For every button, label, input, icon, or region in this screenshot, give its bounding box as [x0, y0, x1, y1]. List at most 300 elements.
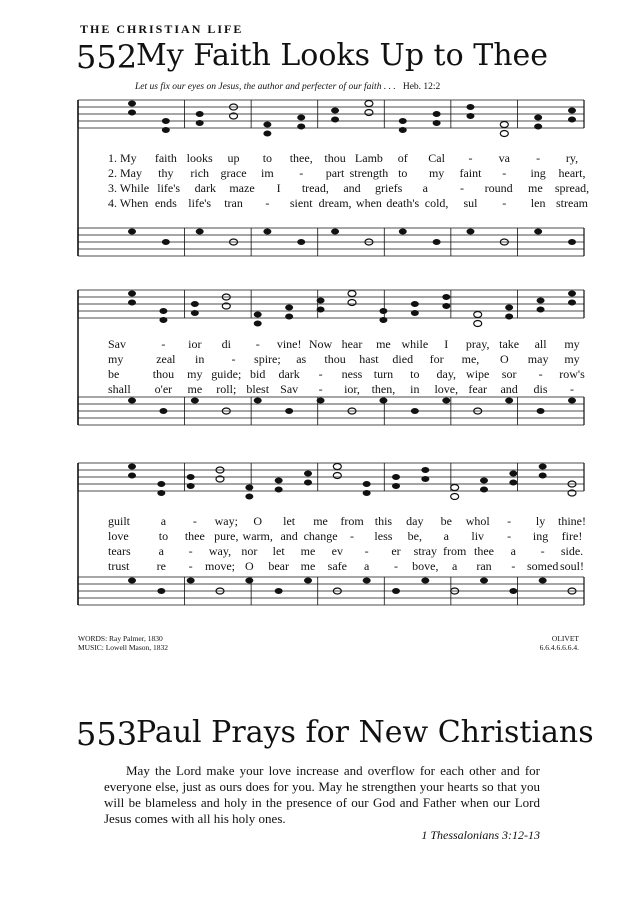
note-head [363, 481, 371, 487]
lyric-syllable: thou [324, 352, 346, 366]
note-head [263, 131, 271, 137]
verse-line [0, 514, 640, 530]
note-head [451, 494, 459, 500]
lyric-syllable: thee, [289, 151, 313, 165]
music-credit: MUSIC: Lowell Mason, 1832 [78, 643, 168, 652]
lyric-syllable: I [276, 181, 281, 195]
note-head [509, 471, 517, 477]
note-head [466, 104, 474, 110]
note-head [162, 127, 170, 133]
lyric-syllable: and [343, 181, 361, 195]
note-head [534, 229, 542, 235]
note-head [128, 473, 136, 479]
lyric-syllable: thee [184, 529, 205, 543]
note-head [187, 474, 195, 480]
tune-meter: 6.6.4.6.6.6.4. [539, 643, 579, 652]
lyric-syllable: - [255, 337, 260, 351]
lyric-syllable: stray [413, 544, 437, 558]
hymn-number: 552 [76, 38, 138, 76]
verse-line [0, 337, 640, 353]
lyric-syllable: wipe [466, 367, 490, 381]
lyric-syllable: zeal [156, 352, 176, 366]
lyric-syllable: less [374, 529, 393, 543]
lyric-syllable: fire! [561, 529, 583, 543]
lyric-syllable: 4. When [108, 196, 149, 210]
lyric-syllable: bove, [412, 559, 439, 573]
note-head [128, 578, 136, 584]
lyric-syllable: - [350, 529, 354, 543]
note-head [365, 101, 373, 107]
lyric-syllable: to [262, 151, 273, 165]
lyric-syllable: dis [533, 382, 548, 396]
note-head [480, 487, 488, 493]
lyric-syllable: - [460, 181, 464, 195]
lyric-syllable: turn [373, 367, 394, 381]
lyric-syllable: o'er [154, 382, 173, 396]
lyric-syllable: me, [461, 352, 480, 366]
lyric-syllable: my [108, 352, 124, 366]
note-head [392, 483, 400, 489]
lyric-syllable: - [511, 559, 516, 573]
lyric-syllable: er [391, 544, 401, 558]
note-head [509, 480, 517, 486]
note-head [505, 305, 513, 311]
lyric-syllable: up [227, 151, 240, 165]
note-head [442, 294, 450, 300]
tune-info [540, 634, 579, 652]
lyric-syllable: pure, [214, 529, 239, 543]
lyric-syllable: di [221, 337, 231, 351]
verse-line [0, 181, 640, 197]
note-head [297, 124, 305, 130]
lyric-syllable: ry, [565, 151, 579, 165]
lyric-syllable: heart, [558, 166, 586, 180]
lyric-syllable: from [340, 514, 364, 528]
note-head [275, 588, 283, 594]
lyric-syllable: a [363, 559, 370, 573]
lyric-syllable: while [401, 337, 429, 351]
note-head [568, 398, 576, 404]
lyric-syllable: dark [278, 367, 300, 381]
lyric-syllable: ior, [344, 382, 360, 396]
verse-line [0, 529, 640, 545]
lyric-syllable: bear [268, 559, 289, 573]
lyric-syllable: ran [476, 559, 492, 573]
lyric-syllable: trust [108, 559, 130, 573]
lyric-syllable: for [429, 352, 444, 366]
verse-line [0, 151, 640, 167]
note-head [187, 483, 195, 489]
lyric-syllable: way; [214, 514, 238, 528]
note-head [442, 398, 450, 404]
epigraph-text: Let us fix our eyes on Jesus, the author and perfecter of our faith . . . [135, 82, 396, 92]
lyric-syllable: - [538, 367, 543, 381]
lyric-syllable: blest [246, 382, 270, 396]
note-head [433, 120, 441, 126]
lyric-syllable: shall [108, 382, 131, 396]
lyric-syllable: of [397, 151, 408, 165]
note-head [474, 321, 482, 327]
lyric-syllable: warm, [242, 529, 273, 543]
note-head [157, 588, 165, 594]
lyric-syllable: nor [241, 544, 258, 558]
lyric-syllable: - [507, 529, 512, 543]
lyric-syllable: day [406, 514, 424, 528]
lyric-syllable: Now [308, 337, 333, 351]
lyric-syllable: Lamb [354, 151, 383, 165]
lyric-syllable: as [296, 352, 307, 366]
lyric-syllable: re [156, 559, 166, 573]
lyric-syllable: let [283, 514, 296, 528]
lyric-syllable: tears [108, 544, 131, 558]
note-head [348, 300, 356, 306]
note-head [285, 408, 293, 414]
note-head [392, 588, 400, 594]
epigraph-reference: Heb. 12:2 [402, 82, 441, 92]
note-head [568, 300, 576, 306]
note-head [433, 111, 441, 117]
lyric-syllable: spire; [254, 352, 281, 366]
note-head [254, 321, 262, 327]
lyric-syllable: a [160, 514, 167, 528]
note-head [534, 115, 542, 121]
verse-line [0, 367, 640, 383]
note-head [317, 398, 325, 404]
note-head [537, 298, 545, 304]
note-head [297, 239, 305, 245]
note-head [162, 239, 170, 245]
note-head [379, 308, 387, 314]
lyric-syllable: 3. While [108, 181, 150, 195]
lyric-syllable: faith [154, 151, 177, 165]
note-head [245, 485, 253, 491]
lyric-syllable: sient [289, 196, 313, 210]
hymn-credits [78, 634, 168, 652]
lyric-syllable: ness [341, 367, 363, 381]
reading-paragraph: May the Lord make your love increase and overflow for each other and for everyone else, just as ours does for you. May he strengthen your hearts so that you will be blameless and holy in the presence of our God and Father when our Lord Jesus comes with all his holy ones. [104, 763, 540, 826]
lyric-syllable: my [187, 367, 203, 381]
lyric-syllable: change [303, 529, 338, 543]
lyric-syllable: dream, [318, 196, 352, 210]
lyric-syllable: hear [341, 337, 363, 351]
note-head [399, 127, 407, 133]
note-head [191, 398, 199, 404]
note-head [333, 464, 341, 470]
lyric-syllable: guilt [108, 514, 131, 528]
lyric-syllable: died [392, 352, 414, 366]
verse-line [0, 196, 640, 212]
lyric-syllable: round [484, 181, 513, 195]
note-head [568, 108, 576, 114]
note-head [196, 111, 204, 117]
note-head [568, 117, 576, 123]
note-head [421, 476, 429, 482]
lyric-syllable: me [313, 514, 328, 528]
note-head [128, 229, 136, 235]
lyric-syllable: in [195, 352, 205, 366]
lyric-syllable: all [534, 337, 547, 351]
lyric-syllable: thy [158, 166, 174, 180]
note-head [539, 578, 547, 584]
lyric-syllable: a [510, 544, 516, 558]
lyric-syllable: day, [436, 367, 457, 381]
lyric-syllable: dark [194, 181, 216, 195]
lyric-syllable: may [527, 352, 549, 366]
lyric-syllable: maze [229, 181, 255, 195]
lyric-syllable: len [530, 196, 546, 210]
note-head [317, 298, 325, 304]
lyric-syllable: - [231, 352, 236, 366]
lyric-syllable: let [272, 544, 285, 558]
note-head [474, 312, 482, 318]
note-head [505, 314, 513, 320]
tune-name: OLIVET [551, 634, 579, 643]
note-head [442, 303, 450, 309]
lyric-syllable: me [376, 337, 391, 351]
note-head [411, 310, 419, 316]
note-head [363, 490, 371, 496]
lyric-syllable: Cal [428, 151, 445, 165]
note-head [392, 474, 400, 480]
hymn-title: My Faith Looks Up to Thee [136, 38, 549, 73]
note-head [254, 398, 262, 404]
lyric-syllable: thee [474, 544, 494, 558]
lyric-syllable: side. [560, 544, 584, 558]
lyric-syllable: - [364, 544, 369, 558]
lyric-syllable: roll; [216, 382, 237, 396]
lyric-syllable: - [502, 166, 507, 180]
verse-line [0, 352, 640, 368]
note-head [421, 467, 429, 473]
lyric-syllable: tran [224, 196, 243, 210]
note-head [245, 578, 253, 584]
lyric-syllable: me [300, 544, 316, 558]
note-head [333, 473, 341, 479]
lyric-syllable: faint [459, 166, 482, 180]
lyric-syllable: be, [407, 529, 423, 543]
lyric-syllable: - [394, 559, 398, 573]
reading-text [104, 763, 540, 827]
lyric-syllable: move; [205, 559, 235, 573]
note-head [466, 113, 474, 119]
lyric-syllable: looks [186, 151, 213, 165]
note-head [196, 120, 204, 126]
lyric-syllable: tread, [301, 181, 329, 195]
lyric-syllable: hast [359, 352, 379, 366]
note-head [128, 398, 136, 404]
note-head [304, 471, 312, 477]
lyric-syllable: to [158, 529, 169, 543]
note-head [128, 101, 136, 107]
lyric-syllable: whol [465, 514, 490, 528]
words-credit: WORDS: Ray Palmer, 1830 [78, 634, 163, 643]
lyric-syllable: - [188, 559, 193, 573]
lyric-syllable: life's [188, 196, 212, 210]
lyric-syllable: va [498, 151, 510, 165]
verse-line [0, 166, 640, 182]
lyric-syllable: O [244, 559, 254, 573]
lyric-syllable: death's [386, 196, 420, 210]
lyric-syllable: sor [501, 367, 517, 381]
note-head [379, 317, 387, 323]
lyric-syllable: my [428, 166, 445, 180]
note-head [480, 578, 488, 584]
note-head [568, 239, 576, 245]
reading-title: Paul Prays for New Christians [136, 715, 594, 750]
note-head [275, 487, 283, 493]
lyric-syllable: thine! [558, 514, 586, 528]
lyric-syllable: rich [190, 166, 210, 180]
note-head [304, 480, 312, 486]
lyric-syllable: stream [556, 196, 588, 210]
lyric-syllable: me [300, 559, 316, 573]
lyric-syllable: - [318, 382, 323, 396]
lyric-syllable: this [374, 514, 393, 528]
note-head [433, 239, 441, 245]
note-head [297, 115, 305, 121]
note-head [500, 131, 508, 137]
lyric-syllable: - [570, 382, 574, 396]
note-head [317, 307, 325, 313]
lyric-syllable: my [564, 352, 580, 366]
lyric-syllable: im [261, 166, 274, 180]
note-head [505, 398, 513, 404]
lyric-syllable: then, [371, 382, 396, 396]
lyric-syllable: - [468, 151, 473, 165]
note-head [263, 229, 271, 235]
lyric-syllable: 2. May [108, 166, 142, 180]
lyric-syllable: love, [434, 382, 459, 396]
lyric-syllable: Sav [280, 382, 299, 396]
lyric-syllable: strength [349, 166, 389, 180]
lyric-syllable: safe [327, 559, 347, 573]
note-head [568, 291, 576, 297]
note-head [285, 305, 293, 311]
lyric-syllable: - [318, 367, 323, 381]
lyric-syllable: O [499, 352, 509, 366]
lyric-syllable: grace [220, 166, 247, 180]
lyric-syllable: be [108, 367, 120, 381]
note-head [128, 291, 136, 297]
lyric-syllable: bid [250, 367, 266, 381]
lyric-syllable: Sav [108, 337, 126, 351]
lyric-syllable: and [280, 529, 298, 543]
lyric-syllable: fear [468, 382, 488, 396]
lyric-syllable: pray, [465, 337, 490, 351]
lyric-syllable: soul! [560, 559, 584, 573]
lyric-syllable: row's [559, 367, 585, 381]
lyric-syllable: ing [532, 529, 549, 543]
reading-citation: 1 Thessalonians 3:12-13 [421, 828, 540, 842]
note-head [162, 118, 170, 124]
lyric-syllable: somed [526, 559, 559, 573]
verse-line [0, 559, 640, 575]
lyric-syllable: I [444, 337, 449, 351]
lyric-syllable: - [192, 514, 197, 528]
lyric-syllable: ly [535, 514, 546, 528]
reading-number: 553 [76, 715, 138, 753]
lyric-syllable: - [507, 514, 512, 528]
lyric-syllable: - [299, 166, 304, 180]
lyric-syllable: life's [157, 181, 181, 195]
lyric-syllable: to [410, 367, 420, 381]
note-head [348, 291, 356, 297]
lyric-syllable: spread, [554, 181, 590, 195]
lyric-syllable: when [355, 196, 382, 210]
note-head [159, 308, 167, 314]
note-head [254, 312, 262, 318]
lyric-syllable: a [451, 559, 458, 573]
note-head [363, 578, 371, 584]
lyric-syllable: from [442, 544, 467, 558]
lyric-syllable: ev [331, 544, 343, 558]
lyric-syllable: thou [152, 367, 175, 381]
lyric-syllable: - [265, 196, 270, 210]
note-head [157, 490, 165, 496]
lyric-syllable: vine! [276, 337, 302, 351]
lyric-syllable: in [410, 382, 420, 396]
lyric-syllable: griefs [374, 181, 403, 195]
lyric-syllable: cold, [424, 196, 449, 210]
lyric-syllable: ior [188, 337, 202, 351]
note-head [191, 301, 199, 307]
lyric-syllable: me [187, 382, 203, 396]
note-head [331, 229, 339, 235]
note-head [421, 578, 429, 584]
note-head [128, 110, 136, 116]
lyric-syllable: be [440, 514, 452, 528]
note-head [537, 408, 545, 414]
note-head [159, 408, 167, 414]
lyric-syllable: - [502, 196, 507, 210]
note-head [509, 588, 517, 594]
note-head [534, 124, 542, 130]
note-head [539, 464, 547, 470]
lyric-syllable: liv [471, 529, 485, 543]
lyric-syllable: - [161, 337, 166, 351]
note-head [285, 314, 293, 320]
note-head [245, 494, 253, 500]
lyric-syllable: a [158, 544, 164, 558]
note-head [196, 229, 204, 235]
note-head [466, 229, 474, 235]
lyric-syllable: to [398, 166, 408, 180]
lyric-syllable: me [527, 181, 543, 195]
lyric-syllable: O [253, 514, 263, 528]
note-head [537, 307, 545, 313]
lyric-syllable: way, [208, 544, 232, 558]
note-head [191, 310, 199, 316]
lyric-syllable: a [422, 181, 428, 195]
lyric-syllable: - [536, 151, 541, 165]
note-head [399, 118, 407, 124]
lyric-syllable: love [108, 529, 129, 543]
note-head [365, 110, 373, 116]
note-head [128, 464, 136, 470]
note-head [539, 473, 547, 479]
note-head [331, 108, 339, 114]
lyric-syllable: ends [154, 196, 177, 210]
note-head [411, 301, 419, 307]
lyric-syllable: - [540, 544, 545, 558]
note-head [304, 578, 312, 584]
note-head [500, 122, 508, 128]
verse-line [0, 382, 640, 398]
lyric-syllable: part [325, 166, 345, 180]
note-head [331, 117, 339, 123]
note-head [451, 485, 459, 491]
lyric-syllable: a [443, 529, 449, 543]
